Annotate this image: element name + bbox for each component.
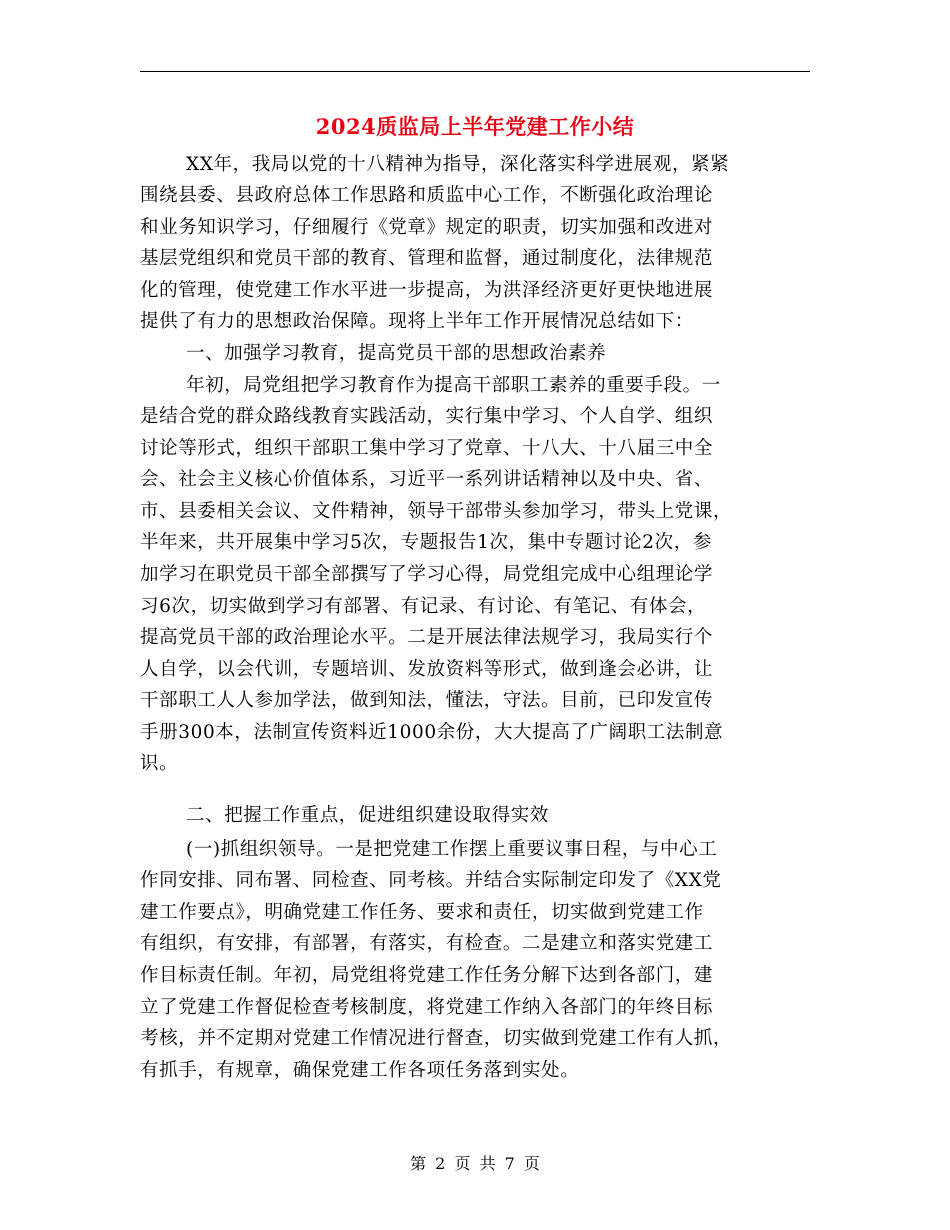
body-line: 手册300本，法制宣传资料近1000余份，大大提高了广阔职工法制意 <box>140 722 724 743</box>
body-line: 作目标责任制。年初，局党组将党建工作任务分解下达到各部门，建 <box>140 965 714 986</box>
body-line: 习6次，切实做到学习有部署、有记录、有讨论、有笔记、有体会， <box>140 596 707 617</box>
page-footer: 第 2 页 共 7 页 <box>410 1154 540 1173</box>
body-line: (一)抓组织领导。一是把党建工作摆上重要议事日程，与中心工 <box>186 839 718 860</box>
body-line: 人自学，以会代训，专题培训、发放资料等形式，做到逢会必讲，让 <box>140 659 714 680</box>
body-line: 立了党建工作督促检查考核制度，将党建工作纳入各部门的年终目标 <box>140 997 714 1018</box>
body-line: 基层党组织和党员干部的教育、管理和监督，通过制度化，法律规范 <box>140 248 714 269</box>
section-heading: 二、把握工作重点，促进组织建设取得实效 <box>186 805 549 826</box>
body-line: 加学习在职党员干部全部撰写了学习心得，局党组完成中心组理论学 <box>140 564 714 585</box>
body-line: 会、社会主义核心价值体系，习近平一系列讲话精神以及中央、省、 <box>140 469 714 490</box>
section-heading: 一、加强学习教育，提高党员干部的思想政治素养 <box>186 343 607 364</box>
body-line: 提供了有力的思想政治保障。现将上半年工作开展情况总结如下： <box>140 311 694 332</box>
body-line: 年初，局党组把学习教育作为提高干部职工素养的重要手段。一 <box>186 375 721 396</box>
body-line: 半年来，共开展集中学习5次，专题报告1次，集中专题讨论2次，参 <box>140 532 712 553</box>
body-line: 是结合党的群众路线教育实践活动，实行集中学习、个人自学、组织 <box>140 406 714 427</box>
body-line: XX年，我局以党的十八精神为指导，深化落实科学进展观，紧紧 <box>186 154 730 175</box>
document-title: 2024质监局上半年党建工作小结 <box>315 114 635 139</box>
body-line: 考核，并不定期对党建工作情况进行督查，切实做到党建工作有人抓， <box>140 1028 733 1049</box>
body-line: 建工作要点》，明确党建工作任务、要求和责任，切实做到党建工作 <box>140 902 704 923</box>
body-line: 讨论等形式，组织干部职工集中学习了党章、十八大、十八届三中全 <box>140 438 714 459</box>
body-line: 化的管理，使党建工作水平进一步提高，为洪泽经济更好更快地进展 <box>140 280 714 301</box>
body-line: 干部职工人人参加学法，做到知法，懂法，守法。目前，已印发宣传 <box>140 690 714 711</box>
body-line: 有抓手，有规章，确保党建工作各项任务落到实处。 <box>140 1060 580 1081</box>
body-line: 市、县委相关会议、文件精神，领导干部带头参加学习，带头上党课， <box>140 501 733 522</box>
body-line: 识。 <box>140 753 179 774</box>
body-line: 围绕县委、县政府总体工作思路和质监中心工作，不断强化政治理论 <box>140 185 714 206</box>
body-line: 作同安排、同布署、同检查、同考核。并结合实际制定印发了《XX党 <box>140 870 722 891</box>
body-line: 提高党员干部的政治理论水平。二是开展法律法规学习，我局实行个 <box>140 627 714 648</box>
body-line: 和业务知识学习，仔细履行《党章》规定的职责，切实加强和改进对 <box>140 217 714 238</box>
header-rule <box>140 71 810 72</box>
body-line: 有组织，有安排，有部署，有落实，有检查。二是建立和落实党建工 <box>140 933 714 954</box>
